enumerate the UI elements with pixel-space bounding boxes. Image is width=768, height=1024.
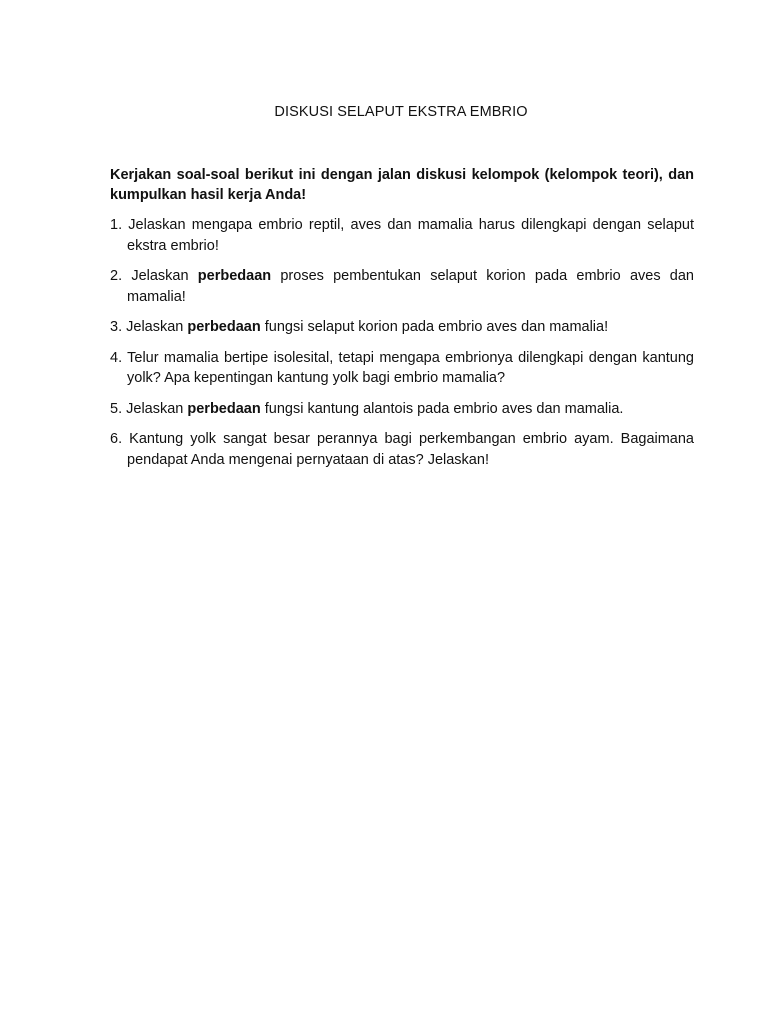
question-text: Jelaskan	[131, 268, 198, 284]
question-number: 2.	[110, 268, 123, 284]
question-text: Jelaskan	[126, 319, 188, 335]
question-number: 6.	[110, 431, 123, 447]
question-text: proses pembentukan selaput korion pada embrio aves dan mamalia!	[127, 268, 694, 305]
question-item	[110, 429, 694, 470]
question-item	[110, 317, 694, 338]
emphasis-text: perbedaan	[187, 319, 261, 335]
question-list	[110, 215, 694, 480]
question-item	[110, 215, 694, 256]
question-text: Telur mamalia bertipe isolesital, tetapi mengapa embrionya dilengkapi dengan kantung yolk? Apa kepentingan kantung yolk bagi embrio mamalia?	[127, 349, 694, 386]
question-text: fungsi selaput korion pada embrio aves dan mamalia!	[260, 319, 609, 335]
question-item	[110, 348, 694, 389]
emphasis-text: perbedaan	[187, 400, 261, 417]
question-number: 1.	[110, 217, 123, 233]
question-number: 3.	[110, 319, 123, 335]
question-text: Jelaskan	[126, 400, 188, 417]
instructions: Kerjakan soal-soal berikut ini dengan jalan diskusi kelompok (kelompok teori), dan kumpulkan hasil kerja Anda!	[110, 167, 694, 203]
question-text: Kantung yolk sangat besar perannya bagi perkembangan embrio ayam. Bagaimana pendapat Anda mengenai pernyataan di atas? Jelaskan!	[127, 431, 695, 468]
question-item	[110, 266, 694, 307]
question-item	[110, 399, 694, 420]
question-number: 5.	[110, 400, 123, 417]
document-title: DISKUSI SELAPUT EKSTRA EMBRIO	[274, 104, 528, 120]
question-text: fungsi kantung alantois pada embrio aves dan mamalia.	[260, 400, 624, 417]
emphasis-text: perbedaan	[197, 268, 272, 284]
question-text: Jelaskan mengapa embrio reptil, aves dan mamalia harus dilengkapi dengan selaput ekstra embrio!	[127, 217, 694, 254]
question-number: 4.	[110, 349, 123, 366]
